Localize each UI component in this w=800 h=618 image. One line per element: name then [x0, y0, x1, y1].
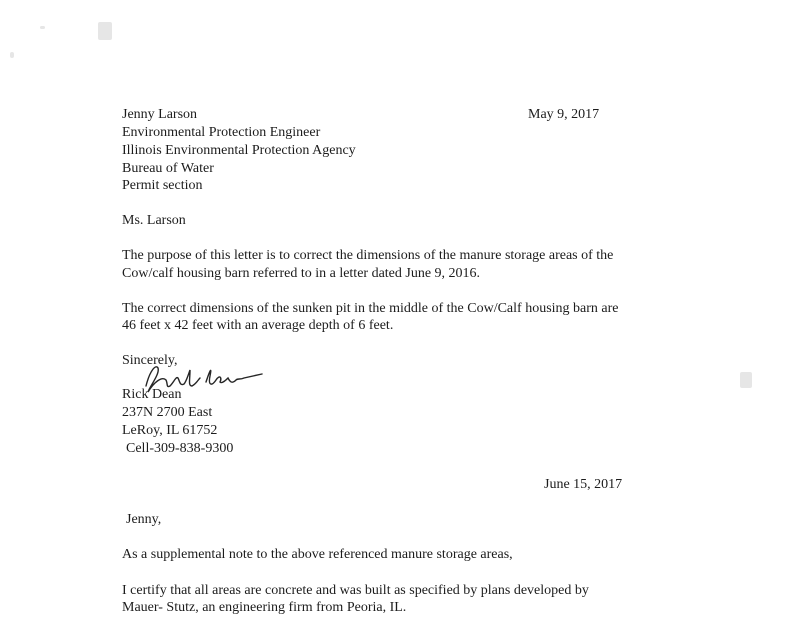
letter1-paragraph1-line2: Cow/calf housing barn referred to in a letter dated June 9, 2016. — [122, 266, 481, 281]
letter2-salutation: Jenny, — [126, 512, 162, 527]
letter1-paragraph1-line1: The purpose of this letter is to correct the dimensions of the manure storage areas of the — [122, 248, 614, 263]
recipient-section: Permit section — [122, 178, 203, 193]
recipient-name: Jenny Larson — [122, 107, 198, 122]
letter2-paragraph2-line2: Mauer- Stutz, an engineering firm from Peoria, IL. — [122, 600, 407, 615]
recipient-bureau: Bureau of Water — [122, 161, 214, 176]
letter1-salutation: Ms. Larson — [122, 213, 186, 228]
letter2-paragraph1: As a supplemental note to the above referenced manure storage areas, — [122, 547, 513, 562]
signer-name: Rick Dean — [122, 387, 182, 402]
recipient-title: Environmental Protection Engineer — [122, 125, 321, 140]
signer-address2: LeRoy, IL 61752 — [122, 423, 218, 438]
scan-mark — [98, 22, 112, 40]
letter2-date: June 15, 2017 — [544, 477, 623, 492]
scan-mark — [740, 372, 752, 388]
scan-mark — [10, 52, 14, 58]
scan-mark — [40, 26, 45, 29]
letter1-paragraph2-line2: 46 feet x 42 feet with an average depth of 6 feet. — [122, 318, 394, 333]
letter1-closing: Sincerely, — [122, 353, 178, 368]
letter2-paragraph2-line1: I certify that all areas are concrete and was built as specified by plans developed by — [122, 583, 589, 598]
recipient-agency: Illinois Environmental Protection Agency — [122, 143, 356, 158]
letter1-paragraph2-line1: The correct dimensions of the sunken pit in the middle of the Cow/Calf housing barn are — [122, 301, 619, 316]
letter1-date: May 9, 2017 — [528, 107, 600, 122]
signer-phone: Cell-309-838-9300 — [126, 441, 234, 456]
signer-address1: 237N 2700 East — [122, 405, 213, 420]
